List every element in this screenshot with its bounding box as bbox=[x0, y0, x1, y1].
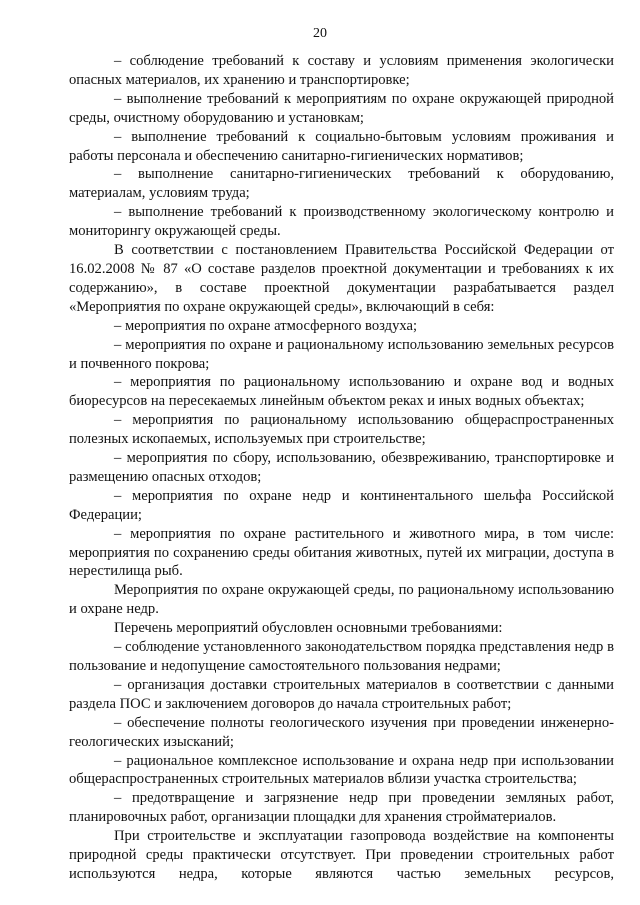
paragraph: – соблюдение требований к составу и условиям применения экологически опасных материалов, их хранению и транспортировке; bbox=[69, 53, 614, 88]
paragraph: – обеспечение полноты геологического изучения при проведении инженерно-геологических изысканий; bbox=[69, 714, 614, 750]
paragraph: – выполнение требований к социально-бытовым условиям проживания и работы персонала и обеспечению санитарно-гигиенических нормативов; bbox=[69, 128, 614, 164]
paragraph: – рациональное комплексное использование и охрана недр при использовании общераспространенных строительных материалов вблизи участка строительства; bbox=[69, 752, 614, 788]
paragraph: – выполнение требований к мероприятиям по охране окружающей природной среды, очистному оборудованию и установкам; bbox=[69, 90, 614, 126]
paragraph: При строительстве и эксплуатации газопровода воздействие на компоненты природной среды практически отсутствует. При проведении строительных работ используются недра, которые являются частью земельных ресурсов, bbox=[69, 828, 614, 882]
paragraph: – мероприятия по рациональному использованию общераспространенных полезных ископаемых, используемых при строительстве; bbox=[69, 412, 614, 448]
paragraph: – предотвращение и загрязнение недр при проведении земляных работ, планировочных работ, организации площадки для хранения стройматериалов. bbox=[69, 790, 614, 826]
paragraph: – мероприятия по сбору, использованию, обезвреживанию, транспортировке и размещению опасных отходов; bbox=[69, 450, 614, 485]
paragraph: – мероприятия по охране атмосферного воздуха; bbox=[114, 317, 418, 334]
paragraph: – мероприятия по охране недр и континентального шельфа Российской Федерации; bbox=[69, 487, 614, 523]
paragraph: – мероприятия по охране растительного и животного мира, в том числе: мероприятия по сохранению среды обитания животных, путей их миграции, доступа в нерестилища рыб. bbox=[69, 525, 614, 580]
paragraph: – выполнение санитарно-гигиенических требований к оборудованию, материалам, условиям труда; bbox=[69, 166, 614, 202]
page-number: 20 bbox=[313, 26, 327, 41]
paragraph: – мероприятия по рациональному использованию и охране вод и водных биоресурсов на пересекаемых линейным объектом реках и иных водных объектах; bbox=[69, 374, 614, 410]
paragraph: Мероприятия по охране окружающей среды, по рациональному использованию и охране недр. bbox=[69, 582, 614, 618]
paragraph: – организация доставки строительных материалов в соответствии с данными раздела ПОС и заключением договоров до начала строительных работ; bbox=[69, 676, 614, 712]
paragraph: – выполнение требований к производственному экологическому контролю и мониторингу окружающей среды. bbox=[69, 204, 614, 240]
paragraph: Перечень мероприятий обусловлен основными требованиями: bbox=[114, 620, 503, 637]
body-text bbox=[69, 52, 614, 884]
paragraph: – мероприятия по охране и рациональному использованию земельных ресурсов и почвенного покрова; bbox=[69, 336, 614, 372]
paragraph: – соблюдение установленного законодательством порядка представления недр в пользование и недопущение самостоятельного пользования недрами; bbox=[69, 639, 614, 674]
paragraph: В соответствии с постановлением Правительства Российской Федерации от 16.02.2008 № 87 «О составе разделов проектной документации и требованиях к их содержанию», в составе проектной документации разрабатывается раздел «Мероприятия по охране окружающей среды», включающий в себя: bbox=[69, 242, 614, 315]
